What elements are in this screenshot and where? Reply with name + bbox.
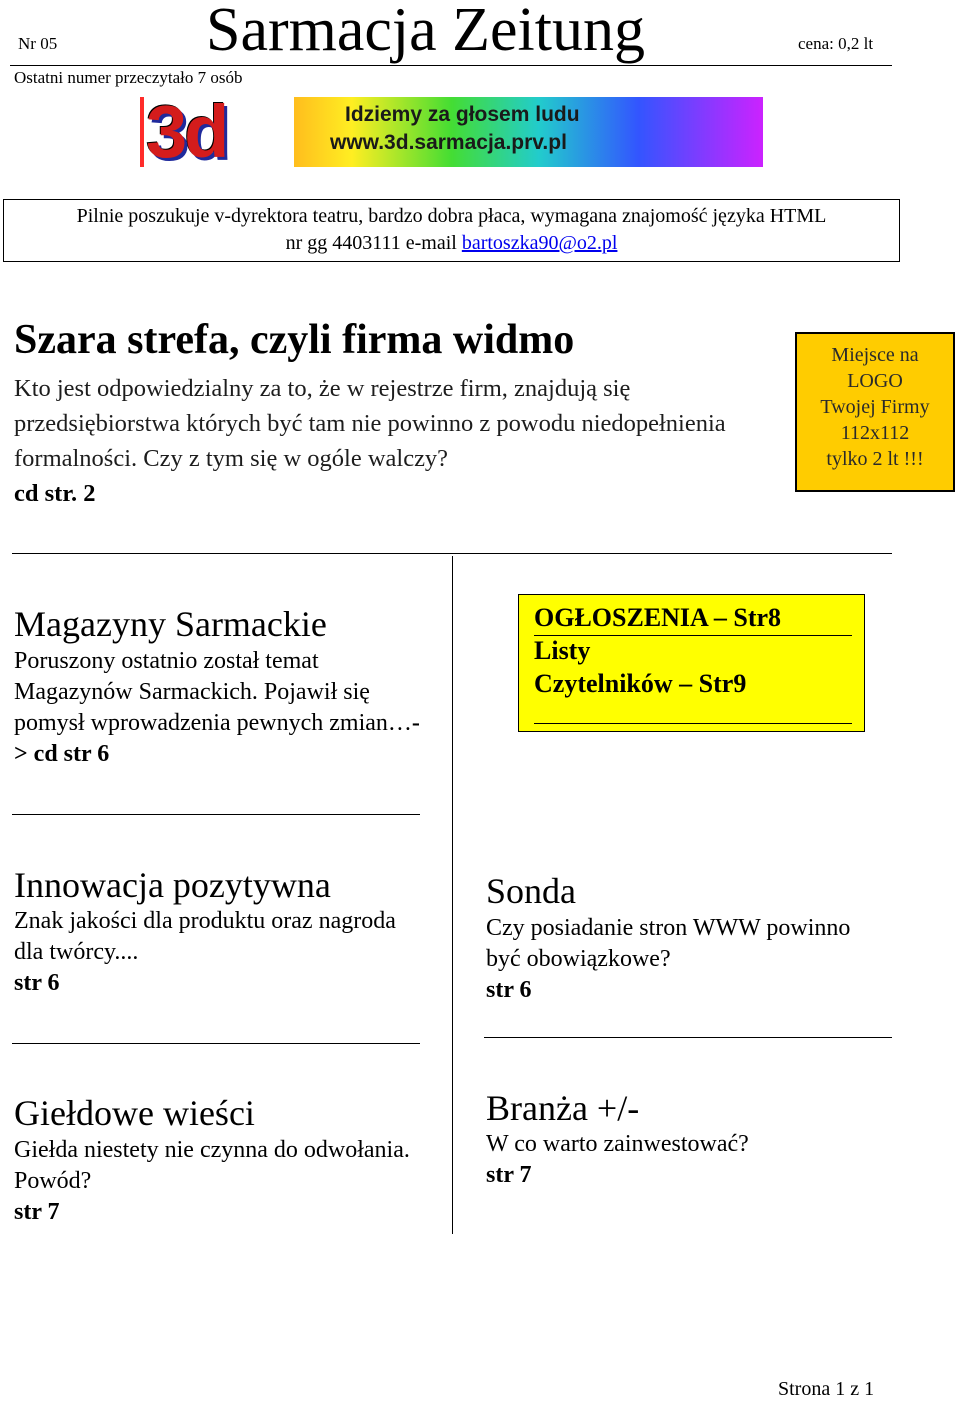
logo-ad-box[interactable] [795, 332, 955, 492]
sonda-summary [486, 913, 876, 1006]
innowacja-title: Innowacja pozytywna [14, 865, 331, 905]
innowacja-summary [14, 906, 414, 999]
section-divider-top [12, 553, 892, 554]
column-divider [452, 556, 453, 1234]
newspaper-title: Sarmacja Zeitung [206, 0, 645, 64]
lead-headline: Szara strefa, czyli firma widmo [14, 317, 575, 363]
branza-reference[interactable]: str 7 [486, 1162, 532, 1188]
ads-underline-1 [534, 635, 852, 636]
job-notice [3, 199, 900, 262]
innowacja-text: Znak jakości dla produktu oraz nagroda dla twórcy.... [14, 908, 396, 965]
ad-line-5: tylko 2 lt !!! [826, 448, 924, 470]
banner-3d[interactable] [140, 97, 763, 167]
sonda-title: Sonda [486, 871, 576, 911]
logo-3d-text: 3d [146, 97, 227, 167]
magazyny-reference[interactable]: -> cd str 6 [14, 710, 420, 767]
sonda-text: Czy posiadanie stron WWW powinno być obowiązkowe? [486, 915, 851, 972]
left-divider-2 [12, 1043, 420, 1044]
sonda-reference[interactable]: str 6 [486, 977, 532, 1003]
lead-reference[interactable]: cd str. 2 [14, 480, 96, 507]
innowacja-reference[interactable]: str 6 [14, 970, 60, 996]
branza-summary [486, 1129, 886, 1191]
magazyny-text: Poruszony ostatnio został temat Magazynów Sarmackich. Pojawił się pomysł wprowadzenia pewnych zmian… [14, 648, 412, 736]
email-link[interactable]: bartoszka90@o2.pl [461, 232, 618, 254]
ad-line-4: 112x112 [840, 422, 910, 444]
lead-text: Kto jest odpowiedzialny za to, że w rejestrze firm, znajdują się przedsiębiorstwa których być tam nie powinno z powodu niedopełnienia formalności. Czy z tym się w ogóle walczy? [14, 375, 726, 472]
magazyny-title: Magazyny Sarmackie [14, 604, 327, 644]
masthead-divider [10, 65, 892, 66]
logo-3d [144, 97, 294, 167]
gieldowe-text: Giełda niestety nie czynna do odwołania. Powód? [14, 1137, 410, 1194]
price-label: cena: 0,2 lt [798, 34, 874, 53]
notice-line-1: Pilnie poszukuje v-dyrektora teatru, bardzo dobra płaca, wymagana znajomość języka HTML [76, 205, 827, 227]
ads-line-3: Czytelników – Str9 [534, 669, 747, 698]
banner-url: www.3d.sarmacja.prv.pl [330, 131, 567, 154]
ad-line-2: LOGO [847, 370, 903, 392]
issue-number: Nr 05 [18, 34, 58, 53]
gieldowe-summary [14, 1135, 414, 1228]
left-divider-1 [12, 814, 420, 815]
ad-line-1: Miejsce na [831, 344, 919, 366]
notice-line-2 [4, 230, 899, 257]
branza-text: W co warto zainwestować? [486, 1131, 749, 1157]
ads-line-1: OGŁOSZENIA – Str8 [534, 603, 782, 632]
ads-underline-2 [534, 723, 852, 724]
gieldowe-title: Giełdowe wieści [14, 1093, 255, 1133]
page-number: Strona 1 z 1 [778, 1378, 875, 1400]
magazyny-summary [14, 646, 424, 770]
gieldowe-reference[interactable]: str 7 [14, 1199, 60, 1225]
ads-line-2: Listy [534, 636, 591, 665]
lead-summary [14, 371, 794, 511]
banner-slogan: Idziemy za głosem ludu [345, 103, 580, 126]
ads-box[interactable] [518, 594, 865, 732]
notice-contact: nr gg 4403111 e-mail [285, 232, 462, 254]
ad-line-3: Twojej Firmy [820, 396, 930, 418]
right-divider-1 [484, 1037, 892, 1038]
readers-count: Ostatni numer przeczytało 7 osób [14, 68, 243, 87]
branza-title: Branża +/- [486, 1088, 640, 1128]
